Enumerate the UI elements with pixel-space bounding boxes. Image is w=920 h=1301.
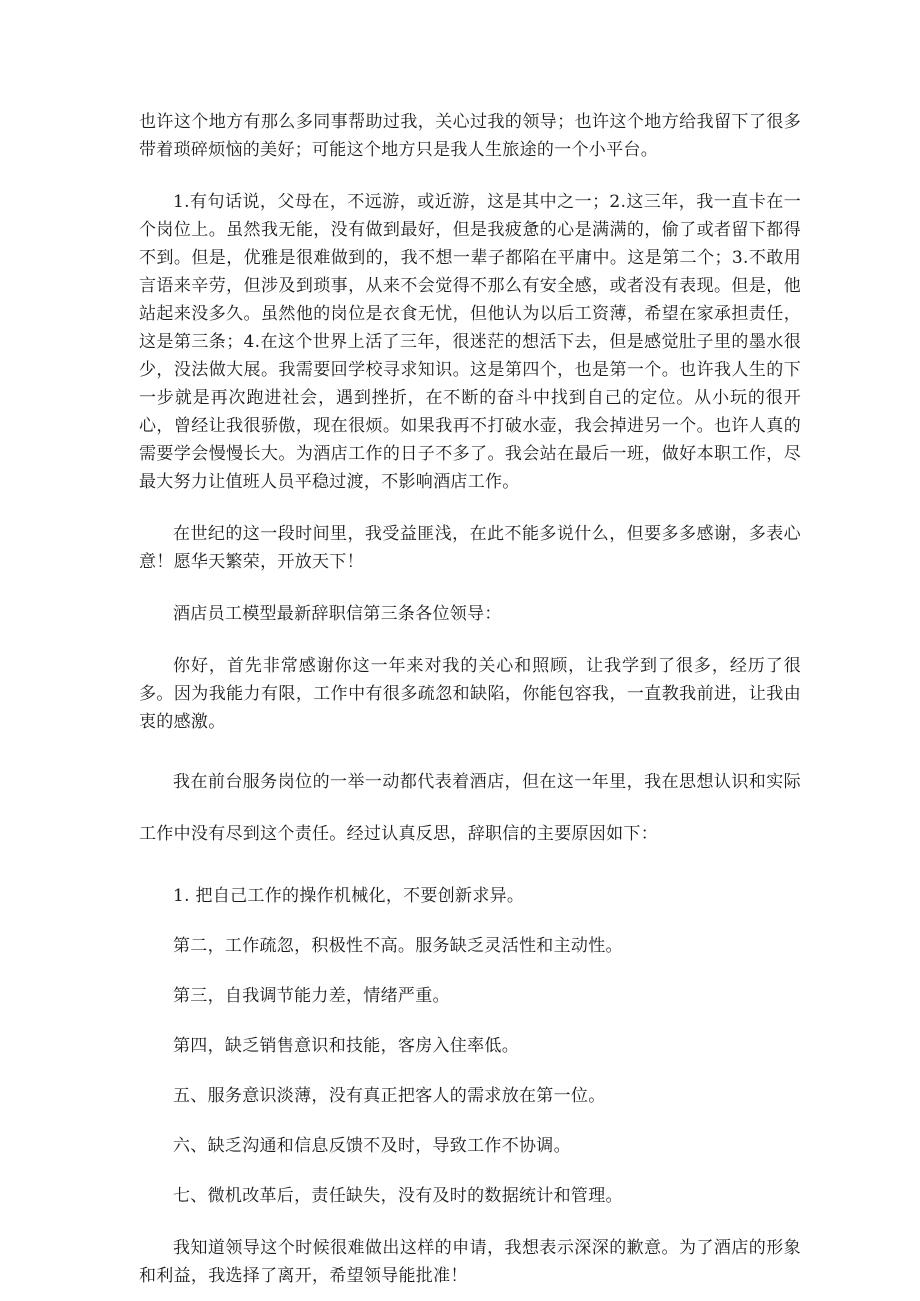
list-item-3: 第三，自我调节能力差，情绪严重。 [173,986,450,1006]
paragraph-intro: 也许这个地方有那么多同事帮助过我，关心过我的领导；也许这个地方给我留下了很多带着琐碎烦恼的美好；可能这个地方只是我人生旅途的一个小平台。 [139,112,801,160]
paragraph-responsibility: 我在前台服务岗位的一举一动都代表着酒店，但在这一年里，我在思想认识和实际工作中没有尽到这个责任。经过认真反思，辞职信的主要原因如下： [139,772,801,844]
list-item-5: 五、服务意识淡薄，没有真正把客人的需求放在第一位。 [173,1086,606,1106]
paragraph-reasons-list: 1.有句话说，父母在，不远游，或近游，这是其中之一；2.这三年，我一直卡在一个岗位上。虽然我无能，没有做到最好，但是我疲惫的心是满满的，偷了或者留下都得不到。但是，优雅是很难做到的，我不想一辈子都陷在平庸中。这是第二个；3.不敢用言语来辛劳，但涉及到琐事，从来不会觉得不那么有安全感，或者没有表现。但是，他站起来没多久。虽然他的岗位是衣食无忧，但他认为以后工资薄，希望在家承担责任，这是第三条；4.在这个世界上活了三年，很迷茫的想活下去，但是感觉肚子里的墨水很少，没法做大展。我需要回学校寻求知识。这是第四个，也是第一个。也许我人生的下一步就是再次跑进社会，遇到挫折，在不断的奋斗中找到自己的定位。从小玩的很开心，曾经让我很骄傲，现在很烦。如果我再不打破水壶，我会掉进另一个。也许人真的需要学会慢慢长大。为酒店工作的日子不多了。我会站在最后一班，做好本职工作，尽最大努力让值班人员平稳过渡，不影响酒店工作。 [139,192,801,492]
paragraph-closing: 我知道领导这个时候很难做出这样的申请，我想表示深深的歉意。为了酒店的形象和利益，我选择了离开，希望领导能批准！ [139,1238,801,1286]
paragraph-greeting: 你好，首先非常感谢你这一年来对我的关心和照顾，让我学到了很多，经历了很多。因为我能力有限，工作中有很多疏忽和缺陷，你能包容我，一直教我前进，让我由衷的感激。 [139,656,801,732]
paragraph-letter-heading: 酒店员工模型最新辞职信第三条各位领导： [173,604,502,624]
list-item-6: 六、缺乏沟通和信息反馈不及时，导致工作不协调。 [173,1136,571,1156]
list-item-2: 第二，工作疏忽，积极性不高。服务缺乏灵活性和主动性。 [173,936,623,956]
paragraph-thanks: 在世纪的这一段时间里，我受益匪浅，在此不能多说什么，但要多多感谢，多表心意！愿华天繁荣，开放天下！ [139,524,801,572]
list-item-1: 1. 把自己工作的操作机械化，不要创新求异。 [173,886,525,906]
list-item-4: 第四，缺乏销售意识和技能，客房入住率低。 [173,1036,519,1056]
list-item-7: 七、微机改革后，责任缺失，没有及时的数据统计和管理。 [173,1186,623,1206]
document-page [139,108,801,1290]
